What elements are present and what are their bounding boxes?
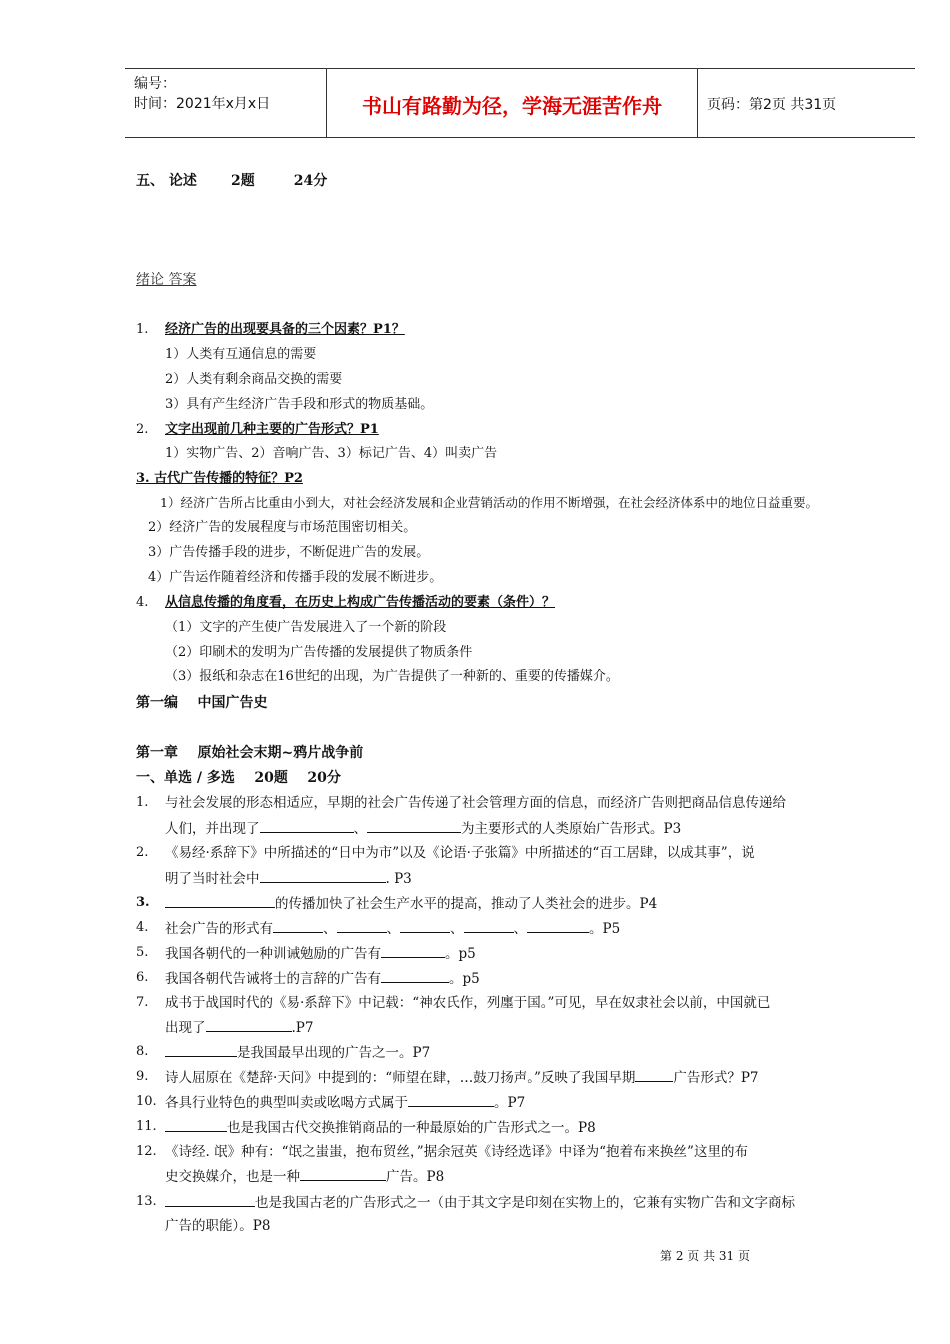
- question-7-number: 7.: [136, 995, 149, 1010]
- question-3: [165, 894, 657, 913]
- question-8-number: 8.: [136, 1044, 149, 1059]
- intro-q2-number: 2.: [136, 422, 149, 437]
- question-4-text: 社会广告的形式有: [165, 921, 273, 937]
- intro-q3-answer-4: 4）广告运作随着经济和传播手段的发展不断进步。: [148, 570, 443, 585]
- question-5-number: 5.: [136, 945, 149, 960]
- question-12-line-2: [165, 1167, 444, 1186]
- separator: 、: [386, 921, 400, 937]
- blank[interactable]: [635, 1068, 673, 1082]
- question-7-line-2: [165, 1018, 313, 1037]
- separator: 、: [323, 921, 337, 937]
- separator: 、: [513, 921, 527, 937]
- question-10-number: 10.: [136, 1094, 157, 1109]
- header-meta-cell: [125, 69, 325, 137]
- intro-q2: 文字出现前几种主要的广告形式？P1: [165, 422, 379, 437]
- question-9-end: 广告形式？P7: [673, 1070, 759, 1086]
- question-7-end: .P7: [291, 1020, 314, 1036]
- intro-q1-answer-1: 1）人类有互通信息的需要: [165, 347, 317, 362]
- intro-q2-answer: 1）实物广告、2）音响广告、3）标记广告、4）叫卖广告: [165, 446, 498, 461]
- blank[interactable]: [527, 919, 589, 933]
- question-13-text: 也是我国古老的广告形式之一（由于其文字是印刻在实物上的，它兼有实物广告和文字商标: [255, 1195, 795, 1211]
- blank[interactable]: [464, 919, 514, 933]
- question-6-text: 我国各朝代告诫将士的言辞的广告有: [165, 971, 381, 987]
- header-motto-cell: [326, 69, 698, 137]
- question-1-line-1: 与社会发展的形态相适应，早期的社会广告传递了社会管理方面的信息，而经济广告则把商品信息传递给: [165, 795, 786, 811]
- intro-q3-answer-2: 2）经济广告的发展程度与市场范围密切相关。: [148, 520, 417, 535]
- question-5-text: 我国各朝代的一种训诫勉励的广告有: [165, 946, 381, 962]
- intro-q1: 经济广告的出现要具备的三个因素？P1？: [165, 322, 405, 337]
- question-1-number: 1.: [136, 795, 149, 810]
- question-13-number: 13.: [136, 1194, 157, 1209]
- question-3-number: 3.: [136, 895, 150, 910]
- question-10-end: 。P7: [494, 1095, 526, 1111]
- question-9: [165, 1068, 759, 1087]
- question-4-end: 。P5: [589, 921, 621, 937]
- intro-title: 绪论 答案: [136, 272, 197, 288]
- question-1-text-a: 人们，并出现了: [165, 821, 260, 837]
- question-6-end: 。p5: [449, 971, 480, 987]
- intro-q1-answer-3: 3）具有产生经济广告手段和形式的物质基础。: [165, 397, 434, 412]
- question-2-line-1: 《易经·系辞下》中所描述的“日中为市”以及《论语·子张篇》中所描述的“百工居肆，以成其事”，说: [165, 845, 755, 861]
- question-8-text: 是我国最早出现的广告之一。P7: [237, 1045, 431, 1061]
- question-12-line-1: 《诗经. 氓》种有：“氓之蚩蚩，抱布贸丝，”据余冠英《诗经选译》中译为“抱着布来换丝”这里的布: [165, 1144, 748, 1160]
- blank[interactable]: [165, 1193, 255, 1207]
- question-13-line-2: 广告的职能）。P8: [165, 1218, 271, 1234]
- intro-q4-number: 4.: [136, 595, 149, 610]
- intro-q4-answer-3: （3）报纸和杂志在16世纪的出现，为广告提供了一种新的、重要的传播媒介。: [165, 669, 619, 684]
- blank[interactable]: [381, 944, 445, 958]
- blank[interactable]: [300, 1167, 386, 1181]
- intro-q1-number: 1.: [136, 322, 149, 337]
- question-10-text: 各具行业特色的典型叫卖或吆喝方式属于: [165, 1095, 408, 1111]
- page-indicator: 页码：第2页 共31页: [707, 97, 837, 113]
- question-12-end: 广告。P8: [386, 1169, 445, 1185]
- question-5: [165, 944, 476, 963]
- question-6-number: 6.: [136, 970, 149, 985]
- intro-q1-answer-2: 2）人类有剩余商品交换的需要: [165, 372, 343, 387]
- page-footer: 第 2 页 共 31 页: [660, 1249, 750, 1263]
- question-4: [165, 919, 620, 938]
- blank[interactable]: [260, 869, 386, 883]
- serial-label: 编号：: [134, 76, 176, 92]
- question-13-line-1: [165, 1193, 795, 1212]
- chapter-1-title: 第一章 原始社会末期~鸦片战争前: [136, 745, 364, 761]
- time-label: 时间：2021年x月x日: [134, 96, 271, 112]
- blank[interactable]: [165, 1043, 237, 1057]
- question-2-number: 2.: [136, 845, 149, 860]
- separator: 、: [450, 921, 464, 937]
- motto: 书山有路勤为径，学海无涯苦作舟: [362, 94, 662, 118]
- blank[interactable]: [165, 1118, 227, 1132]
- question-2-text-a: 明了当时社会中: [165, 871, 260, 887]
- question-7-line-1: 成书于战国时代的《易·系辞下》中记载：“神农氏作，列廛于国。”可见，早在奴隶社会以前，中国就已: [165, 995, 771, 1011]
- question-6: [165, 969, 480, 988]
- question-11-number: 11.: [136, 1119, 157, 1134]
- blank[interactable]: [381, 969, 449, 983]
- blank[interactable]: [408, 1093, 494, 1107]
- question-9-number: 9.: [136, 1069, 149, 1084]
- question-2-line-2: [165, 869, 412, 888]
- part-1-title: 第一编 中国广告史: [136, 695, 268, 711]
- question-11: [165, 1118, 596, 1137]
- intro-q4-answer-2: （2）印刷术的发明为广告传播的发展提供了物质条件: [165, 645, 473, 660]
- intro-q3-answer-3: 3）广告传播手段的进步，不断促进广告的发展。: [148, 545, 430, 560]
- blank[interactable]: [400, 919, 450, 933]
- question-1-text-c: 为主要形式的人类原始广告形式。P3: [461, 821, 682, 837]
- intro-q3-answer-1: 1）经济广告所占比重由小到大，对社会经济发展和企业营销活动的作用不断增强，在社会经济体系中的地位日益重要。: [160, 495, 818, 510]
- question-2-text-b: . P3: [385, 871, 412, 887]
- question-7-text: 出现了: [165, 1020, 206, 1036]
- blank[interactable]: [206, 1018, 292, 1032]
- question-12-text: 史交换媒介，也是一种: [165, 1169, 300, 1185]
- question-8: [165, 1043, 430, 1062]
- question-5-end: 。p5: [445, 946, 476, 962]
- question-1-text-b: 、: [353, 821, 367, 837]
- question-1-line-2: [165, 819, 681, 838]
- section-5-heading: 五、 论述 2题 24分: [136, 173, 328, 189]
- blank[interactable]: [367, 819, 461, 833]
- question-11-text: 也是我国古代交换推销商品的一种最原始的广告形式之一。P8: [227, 1120, 596, 1136]
- blank[interactable]: [273, 919, 323, 933]
- question-12-number: 12.: [136, 1144, 157, 1159]
- question-3-text: 的传播加快了社会生产水平的提高，推动了人类社会的进步。P4: [275, 896, 658, 912]
- blank[interactable]: [337, 919, 387, 933]
- intro-q3: 3. 古代广告传播的特征？P2: [136, 471, 303, 486]
- intro-q4: 从信息传播的角度看，在历史上构成广告传播活动的要素（条件）？: [165, 595, 556, 610]
- question-4-number: 4.: [136, 920, 149, 935]
- document-header: [125, 68, 915, 138]
- question-9-text: 诗人屈原在《楚辞·天问》中提到的：“师望在肆，…鼓刀扬声。”反映了我国早期: [165, 1070, 636, 1086]
- blank[interactable]: [260, 819, 354, 833]
- header-page-cell: [697, 69, 915, 137]
- intro-q4-answer-1: （1）文字的产生使广告发展进入了一个新的阶段: [165, 620, 447, 635]
- blank[interactable]: [165, 894, 275, 908]
- section-1-heading: 一、单选 / 多选 20题 20分: [136, 770, 341, 786]
- question-10: [165, 1093, 525, 1112]
